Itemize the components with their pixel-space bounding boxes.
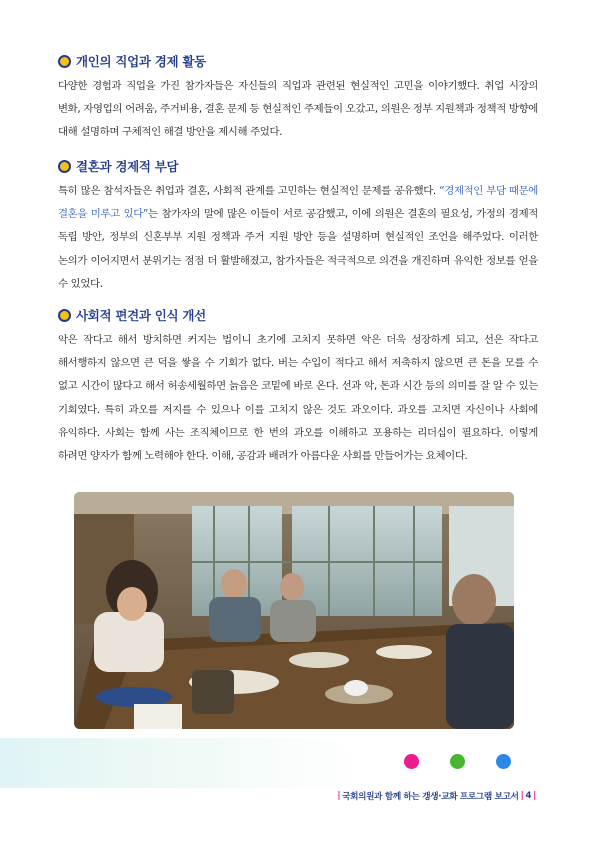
bullet-icon bbox=[58, 55, 71, 68]
footer-title: 국회의원과 함께 하는 갱생·교화 프로그램 보고서 bbox=[342, 792, 519, 802]
section-career bbox=[58, 52, 538, 145]
divider: | bbox=[533, 791, 536, 801]
restaurant-scene-illustration bbox=[74, 492, 514, 729]
section-paragraph bbox=[58, 180, 538, 296]
paragraph-text: 특히 많은 참석자들은 취업과 결혼, 사회적 관계를 고민하는 현실적인 문제를 공유했다. bbox=[58, 185, 440, 197]
blue-dot-icon bbox=[496, 754, 511, 769]
section-marriage bbox=[58, 157, 538, 296]
event-photo bbox=[74, 492, 514, 729]
page-footer bbox=[335, 790, 538, 802]
divider: | bbox=[337, 791, 341, 801]
paragraph-text: 는 참가자의 말에 많은 이들이 서로 공감했고, 이에 의원은 결혼의 필요성, 가정의 경제적 독립 방안, 정부의 신혼부부 지원 정책과 주거 지원 방안 등을 설명하며 현실적인 조언을 해주었다. 이러한 논의가 이어지면서 분위기는 점점 더 활발해졌고, 참가자들은 적극적으로 의견을 개진하며 유익한 정보를 얻을 수 있었다. bbox=[58, 208, 538, 290]
heading-text: 개인의 직업과 경제 활동 bbox=[76, 54, 206, 69]
heading-text: 사회적 편견과 인식 개선 bbox=[76, 308, 206, 323]
divider: | bbox=[520, 791, 524, 801]
quote-text: “경제적인 부담 때문에 결혼을 미루고 있다” bbox=[58, 185, 538, 221]
pink-dot-icon bbox=[404, 754, 419, 769]
section-heading bbox=[58, 52, 538, 70]
page-number: 4 bbox=[525, 791, 532, 801]
green-dot-icon bbox=[450, 754, 465, 769]
section-prejudice bbox=[58, 306, 538, 468]
bullet-icon bbox=[58, 309, 71, 322]
section-paragraph: 다양한 경험과 직업을 가진 참가자들은 자신들의 직업과 관련된 현실적인 고민을 이야기했다. 취업 시장의 변화, 자영업의 어려움, 주거비용, 결혼 문제 등 현실적인 주제들이 오갔고, 의원은 정부 지원책과 정책적 방향에 대해 설명하며 구체적인 해결 방안을 제시해 주었다. bbox=[58, 80, 538, 139]
bullet-icon bbox=[58, 160, 71, 173]
section-paragraph: 악은 작다고 해서 방치하면 커지는 법이니 초기에 고치지 못하면 악은 더욱 성장하게 되고, 선은 작다고 해서행하지 않으면 큰 덕을 쌓을 수 기회가 없다. 버는 수입이 적다고 해서 저축하지 않으면 큰 돈을 모를 수 없고 시간이 많다고 해서 허송세월하면 늙음은 코밑에 바로 온다. 선과 악, 돈과 시간 등의 의미를 잘 알 수 있는 기회였다. 특히 과오를 저지를 수 있으나 이를 고치지 않은 것도 과오이다. 과오를 고치면 자신이나 사회에 유익하다. 사회는 함께 사는 조직체이므로 한 번의 과오를 이해하고 포용하는 리더십이 필요하다. 이렇게 하려면 양자가 함께 노력해야 한다. 이해, 공감과 배려가 아름다운 사회를 만들어가는 요체이다. bbox=[58, 334, 538, 463]
section-heading bbox=[58, 157, 538, 175]
heading-text: 결혼과 경제적 부담 bbox=[76, 159, 179, 174]
footer-decoration bbox=[0, 738, 360, 788]
section-heading bbox=[58, 306, 538, 324]
